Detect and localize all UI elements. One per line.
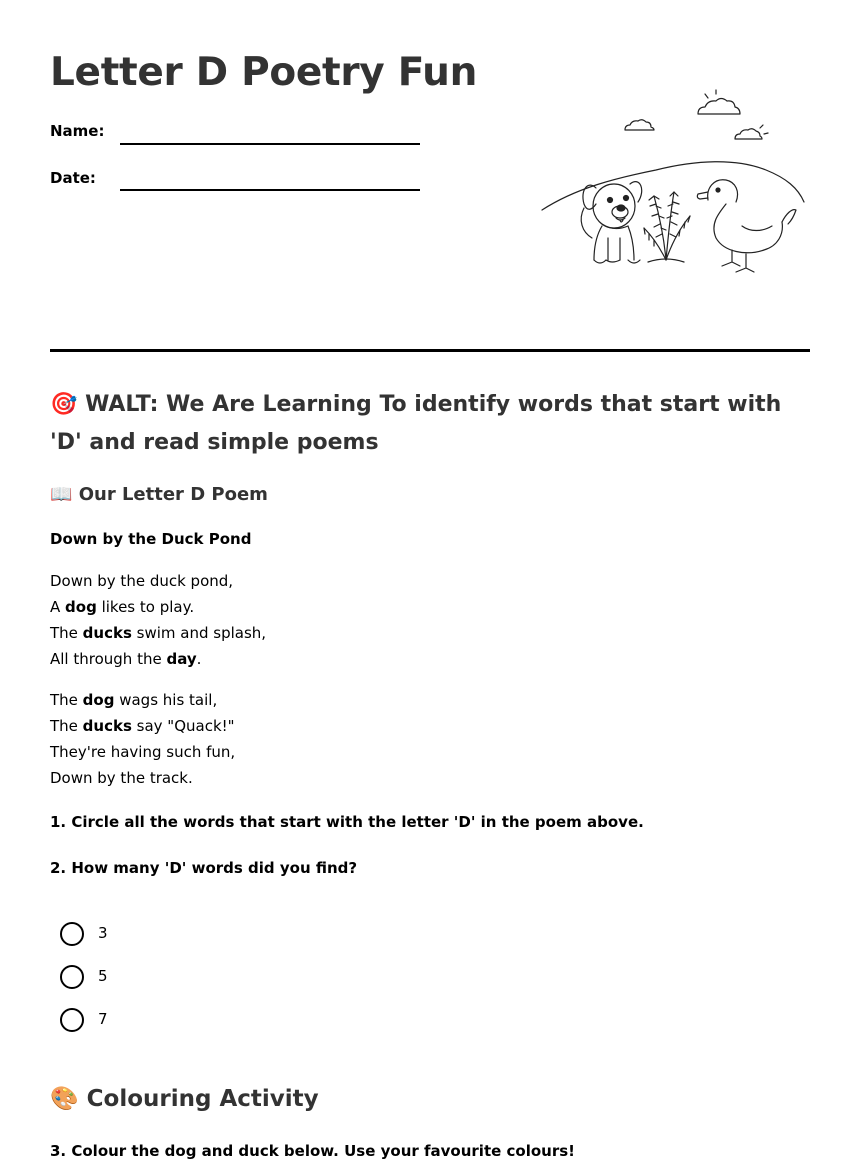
date-line[interactable] xyxy=(120,189,420,191)
colouring-section-heading xyxy=(50,1085,319,1112)
question-2: 2. How many 'D' words did you find? xyxy=(50,859,358,877)
poem-text: swim and splash, xyxy=(131,624,267,642)
poem-d-word: ducks xyxy=(82,717,132,735)
poem-section-text: Our Letter D Poem xyxy=(78,484,268,505)
poem-line xyxy=(50,568,266,594)
radio-button[interactable] xyxy=(60,1008,84,1032)
duck-icon xyxy=(697,180,796,272)
poem-line xyxy=(50,620,266,646)
walt-text: WALT: We Are Learning To identify words that start with 'D' and read simple poems xyxy=(50,392,782,455)
poem-title: Down by the Duck Pond xyxy=(50,530,252,548)
poem-text: The xyxy=(50,691,83,709)
question-1: 1. Circle all the words that start with the letter 'D' in the poem above. xyxy=(50,813,644,831)
section-divider xyxy=(50,349,810,352)
poem-line xyxy=(50,594,266,620)
poem-text: The xyxy=(50,717,83,735)
poem-d-word: day xyxy=(166,650,197,668)
page-title: Letter D Poetry Fun xyxy=(50,50,478,95)
cloud-icon xyxy=(698,90,740,114)
poem-d-word: dog xyxy=(65,598,97,616)
answer-option-label: 3 xyxy=(98,924,108,942)
question-3: 3. Colour the dog and duck below. Use your favourite colours! xyxy=(50,1142,575,1160)
answer-option-label: 7 xyxy=(98,1010,108,1028)
poem-text: likes to play. xyxy=(96,598,195,616)
palette-icon: 🎨 xyxy=(50,1086,79,1112)
poem-text: . xyxy=(196,650,202,668)
poem-text: Down by the duck pond, xyxy=(50,572,234,590)
cloud-icon xyxy=(735,125,768,139)
radio-button[interactable] xyxy=(60,965,84,989)
radio-button[interactable] xyxy=(60,922,84,946)
poem-line xyxy=(50,765,235,791)
poem-line xyxy=(50,739,235,765)
name-label: Name: xyxy=(50,122,105,140)
poem-stanza xyxy=(50,568,266,672)
cloud-icon xyxy=(625,120,654,130)
poem-text: say "Quack!" xyxy=(131,717,235,735)
poem-text: wags his tail, xyxy=(114,691,218,709)
poem-section-heading xyxy=(50,484,268,505)
poem-line xyxy=(50,687,235,713)
poem-d-word: dog xyxy=(82,691,115,709)
poem-text: The xyxy=(50,624,83,642)
poem-d-word: ducks xyxy=(82,624,132,642)
plant-icon xyxy=(644,192,690,262)
poem-text: They're having such fun, xyxy=(50,743,236,761)
target-icon: 🎯 xyxy=(50,392,78,417)
date-label: Date: xyxy=(50,169,96,187)
name-line[interactable] xyxy=(120,143,420,145)
colouring-section-text: Colouring Activity xyxy=(86,1086,319,1112)
poem-line xyxy=(50,646,266,672)
book-icon: 📖 xyxy=(50,484,73,505)
poem-text: All through the xyxy=(50,650,167,668)
walt-heading xyxy=(50,386,810,462)
poem-stanza xyxy=(50,687,235,791)
poem-line xyxy=(50,713,235,739)
dog-and-duck-illustration xyxy=(536,88,810,278)
poem-text: Down by the track. xyxy=(50,769,193,787)
dog-icon xyxy=(581,182,642,263)
answer-option-label: 5 xyxy=(98,967,108,985)
poem-text: A xyxy=(50,598,66,616)
